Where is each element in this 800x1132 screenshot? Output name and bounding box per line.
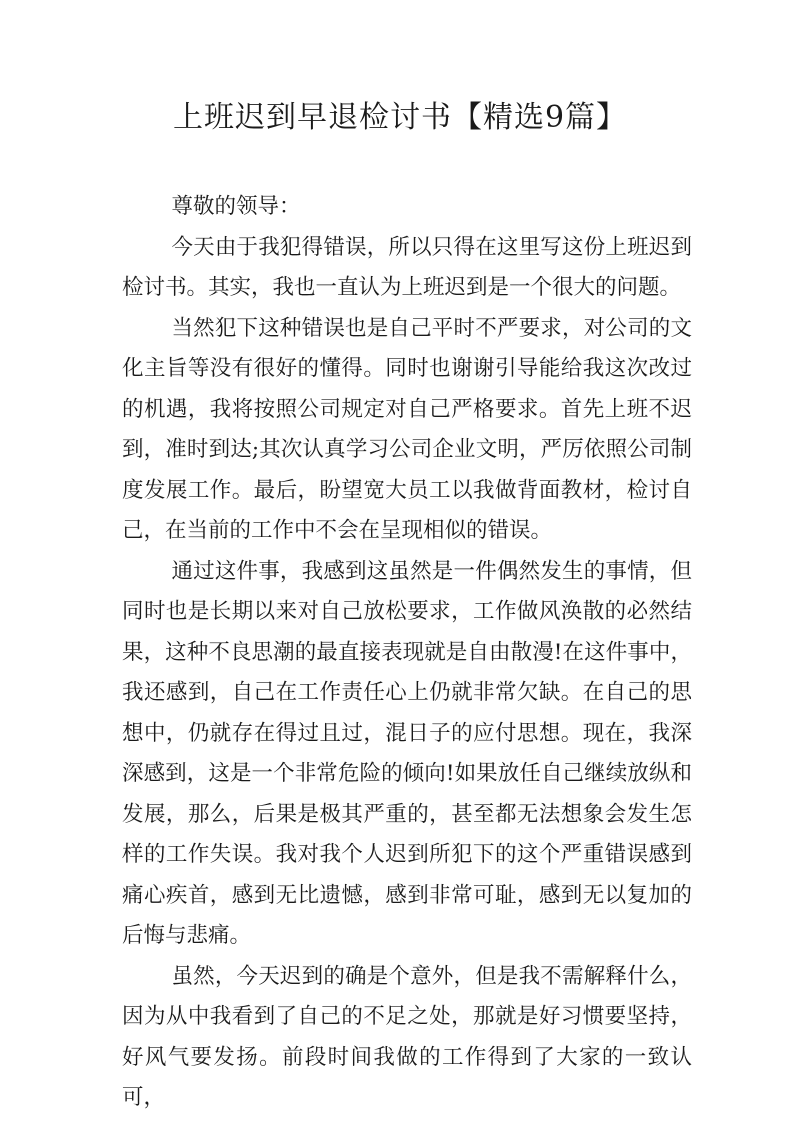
body-paragraph: 通过这件事，我感到这虽然是一件偶然发生的事情，但同时也是长期以来对自己放松要求，工作做风涣散的必然结果，这种不良思潮的最直接表现就是自由散漫!在这件事中，我还感到，自己在工作责任心上仍就非常欠缺。在自己的思想中，仍就存在得过且过，混日子的应付思想。现在，我深深感到，这是一个非常危险的倾向!如果放任自己继续放纵和发展，那么，后果是极其严重的，甚至都无法想象会发生怎样的工作失误。我对我个人迟到所犯下的这个严重错误感到痛心疾首，感到无比遗憾，感到非常可耻，感到无以复加的后悔与悲痛。: [122, 558, 692, 948]
document-title: 上班迟到早退检讨书【精选9篇】: [172, 100, 628, 135]
salutation: 尊敬的领导：: [171, 194, 301, 219]
body-paragraph: 虽然，今天迟到的确是个意外，但是我不需解释什么，因为从中我看到了自己的不足之处，那就是好习惯要坚持，好风气要发扬。前段时间我做的工作得到了大家的一致认可，: [122, 963, 692, 1110]
body-paragraph: 当然犯下这种错误也是自己平时不严要求，对公司的文化主旨等没有很好的懂得。同时也谢谢引导能给我这次改过的机遇，我将按照公司规定对自己严格要求。首先上班不迟到，准时到达;其次认真学习公司企业文明，严厉依照公司制度发展工作。最后，盼望宽大员工以我做背面教材，检讨自己，在当前的工作中不会在呈现相似的错误。: [122, 315, 692, 543]
document-body: [122, 187, 692, 1119]
body-paragraph: 今天由于我犯得错误，所以只得在这里写这份上班迟到检讨书。其实，我也一直认为上班迟到是一个很大的问题。: [122, 234, 692, 300]
